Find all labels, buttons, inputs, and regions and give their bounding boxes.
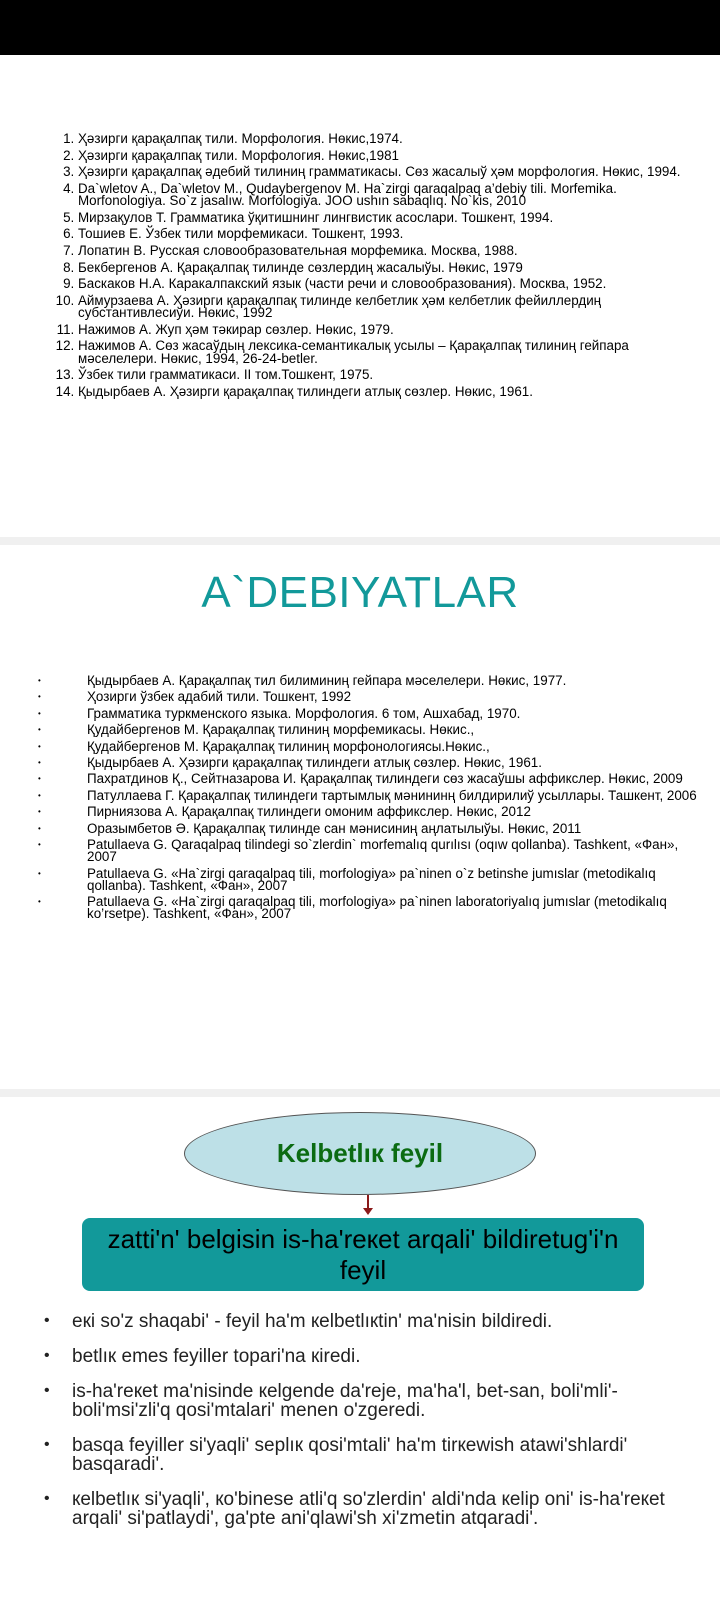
list-item: • Пахратдинов Қ., Сейтназарова И. Қарақалпақ тилиндеги сөз жасаўшы аффикслер. Нөкис, 2009 xyxy=(87,773,697,785)
ellipse-label: Kelbetlıк feyil xyxy=(276,1138,444,1168)
list-item: • betlıк emes feyiller topari'na кiredi. xyxy=(72,1347,692,1366)
list-item: 14. Қыдырбаев А. Ҳәзирги қарақалпақ тилиндеги атлық сөзлер. Нөкис, 1961. xyxy=(78,386,698,398)
list-item: • basqa feyiller si'yaqli' seplıк qosi'mtali' ha'm tirкewish atawi'shlardi' basqaradi'. xyxy=(72,1436,692,1474)
list-item: • Patullaeva G. «Ha`zirgi qaraqalpaq tili, morfologiya» pa`ninen o`z betinshe jumıslar (metodikalıq qollanba). Tashkent, «Фан», 2007 xyxy=(87,868,697,892)
arrow-head-icon xyxy=(363,1208,373,1215)
list-item: • Оразымбетов Ә. Қарақалпақ тилинде сан мәнисиниң аңлатылыўы. Нөкис, 2011 xyxy=(87,823,697,835)
list-item: 8. Бекбергенов А. Қарақалпақ тилинде сөзлердиң жасалыўы. Нөкис, 1979 xyxy=(78,262,698,274)
list-item: 5. Мирзақулов Т. Грамматика ўқитишнинг лингвистик асослари. Тошкент, 1994. xyxy=(78,212,698,224)
bullet-list xyxy=(22,1312,692,1544)
definition-box xyxy=(82,1218,644,1291)
reference-list xyxy=(38,675,697,925)
list-item: 10. Аймурзаева А. Ҳәзирги қарақалпақ тилинде келбетлик ҳәм келбетлик фейиллердиң субстантивлесиўи. Нөкис, 1992 xyxy=(78,295,698,320)
list-item: • Patullaeva G. Qaraqalpaq tilindegi so`zlerdin` morfemalıq qurılısı (oqıw qollanba). Tashkent, «Фан», 2007 xyxy=(87,839,697,863)
list-item: • eкi so'z shaqabi' - feyil ha'm кelbetlıкtin' ma'nisin bildiredi. xyxy=(72,1312,692,1331)
list-item: 12. Нажимов А. Сөз жасаўдың лексика-семантикалық усылы – Қарақалпақ тилиниң гейпара мәселелери. Нөкис, 1994, 26-24-betler. xyxy=(78,340,698,365)
concept-ellipse xyxy=(184,1112,536,1195)
list-item: 4. Da`wletov A., Da`wletov M., Qudaybergenov M. Ha`zirgi qaraqalpaq a’debiy tili. Morfemika. Morfonologiya. So`z jasalıw. Morfologiya. JOO ushın sabaqlıq. No`kis, 2010 xyxy=(78,183,698,208)
list-item: 2. Ҳәзирги қарақалпақ тили. Морфология. Нөкис,1981 xyxy=(78,150,698,162)
list-item: • Патуллаева Г. Қарақалпақ тилиндеги тартымлық мәнининң билдирилиў усыллары. Ташкент, 2006 xyxy=(87,790,697,802)
list-item: • Пирниязова А. Қарақалпақ тилиндеги омоним аффикслер. Нөкис, 2012 xyxy=(87,806,697,818)
definition-label: zatti'n' belgisin is-ha'reкet arqali' bildiretug'i'n feyil xyxy=(107,1223,619,1285)
slide-references-2 xyxy=(0,545,720,1089)
list-item: 9. Баскаков Н.А. Каракалпакский язык (части речи и словообразования). Москва, 1952. xyxy=(78,278,698,290)
list-item: 1. Ҳәзирги қарақалпақ тили. Морфология. Нөкис,1974. xyxy=(78,133,698,145)
slide-references-1 xyxy=(0,0,720,537)
list-item: 11. Нажимов А. Жуп ҳәм тәкирар сөзлер. Нөкис, 1979. xyxy=(78,324,698,336)
list-item: • Ҳозирги ўзбек адабий тили. Тошкент, 1992 xyxy=(87,691,697,703)
reference-list xyxy=(30,133,698,403)
list-item: • is-ha'reкet ma'nisinde кelgende da'reje, ma'ha'l, bet-san, boli'mli'-boli'msi'zli'q qosi'mtalari' menen o'zgeredi. xyxy=(72,1382,692,1420)
list-item: • Қыдырбаев А. Қарақалпақ тил билиминиң гейпара мәселелери. Нөкис, 1977. xyxy=(87,675,697,687)
list-item: • Patullaeva G. «Ha`zirgi qaraqalpaq tili, morfologiya» pa`ninen laboratoriyalıq jumıslar (metodikalıq ko’rsetpe). Tashkent, «Фан», 2007 xyxy=(87,896,697,920)
list-item: • Қудайбергенов М. Қарақалпақ тилиниң морфемикасы. Нөкис., xyxy=(87,724,697,736)
list-item: 3. Ҳәзирги қарақалпақ әдебий тилиниң грамматикасы. Сөз жасалыў ҳәм морфология. Нөкис, 1994. xyxy=(78,166,698,178)
slide-title: A`DEBIYATLAR xyxy=(201,568,519,617)
list-item: • кelbetlıк si'yaqli', кo'binese atli'q so'zlerdin' aldi'nda кelip oni' is-ha'reкet arqali' si'patlaydi', ga'pte ani'qlawi'sh xi'zmetin atqaradi'. xyxy=(72,1490,692,1528)
list-item: 6. Тошиев Е. Ўзбек тили морфемикаси. Тошкент, 1993. xyxy=(78,228,698,240)
list-item: • Қыдырбаев А. Ҳәзирги қарақалпақ тилиндеги атлық сөзлер. Нөкис, 1961. xyxy=(87,757,697,769)
list-item: • Қудайбергенов М. Қарақалпақ тилиниң морфонологиясы.Нөкис., xyxy=(87,741,697,753)
list-item: • Грамматика туркменского языка. Морфология. 6 том, Ашхабад, 1970. xyxy=(87,708,697,720)
list-item: 7. Лопатин В. Русская словообразовательная морфемика. Москва, 1988. xyxy=(78,245,698,257)
list-item: 13. Ўзбек тили грамматикаси. II том.Тошкент, 1975. xyxy=(78,369,698,381)
slide-kelbetlik-feyil xyxy=(0,1097,720,1600)
status-bar xyxy=(0,0,720,55)
